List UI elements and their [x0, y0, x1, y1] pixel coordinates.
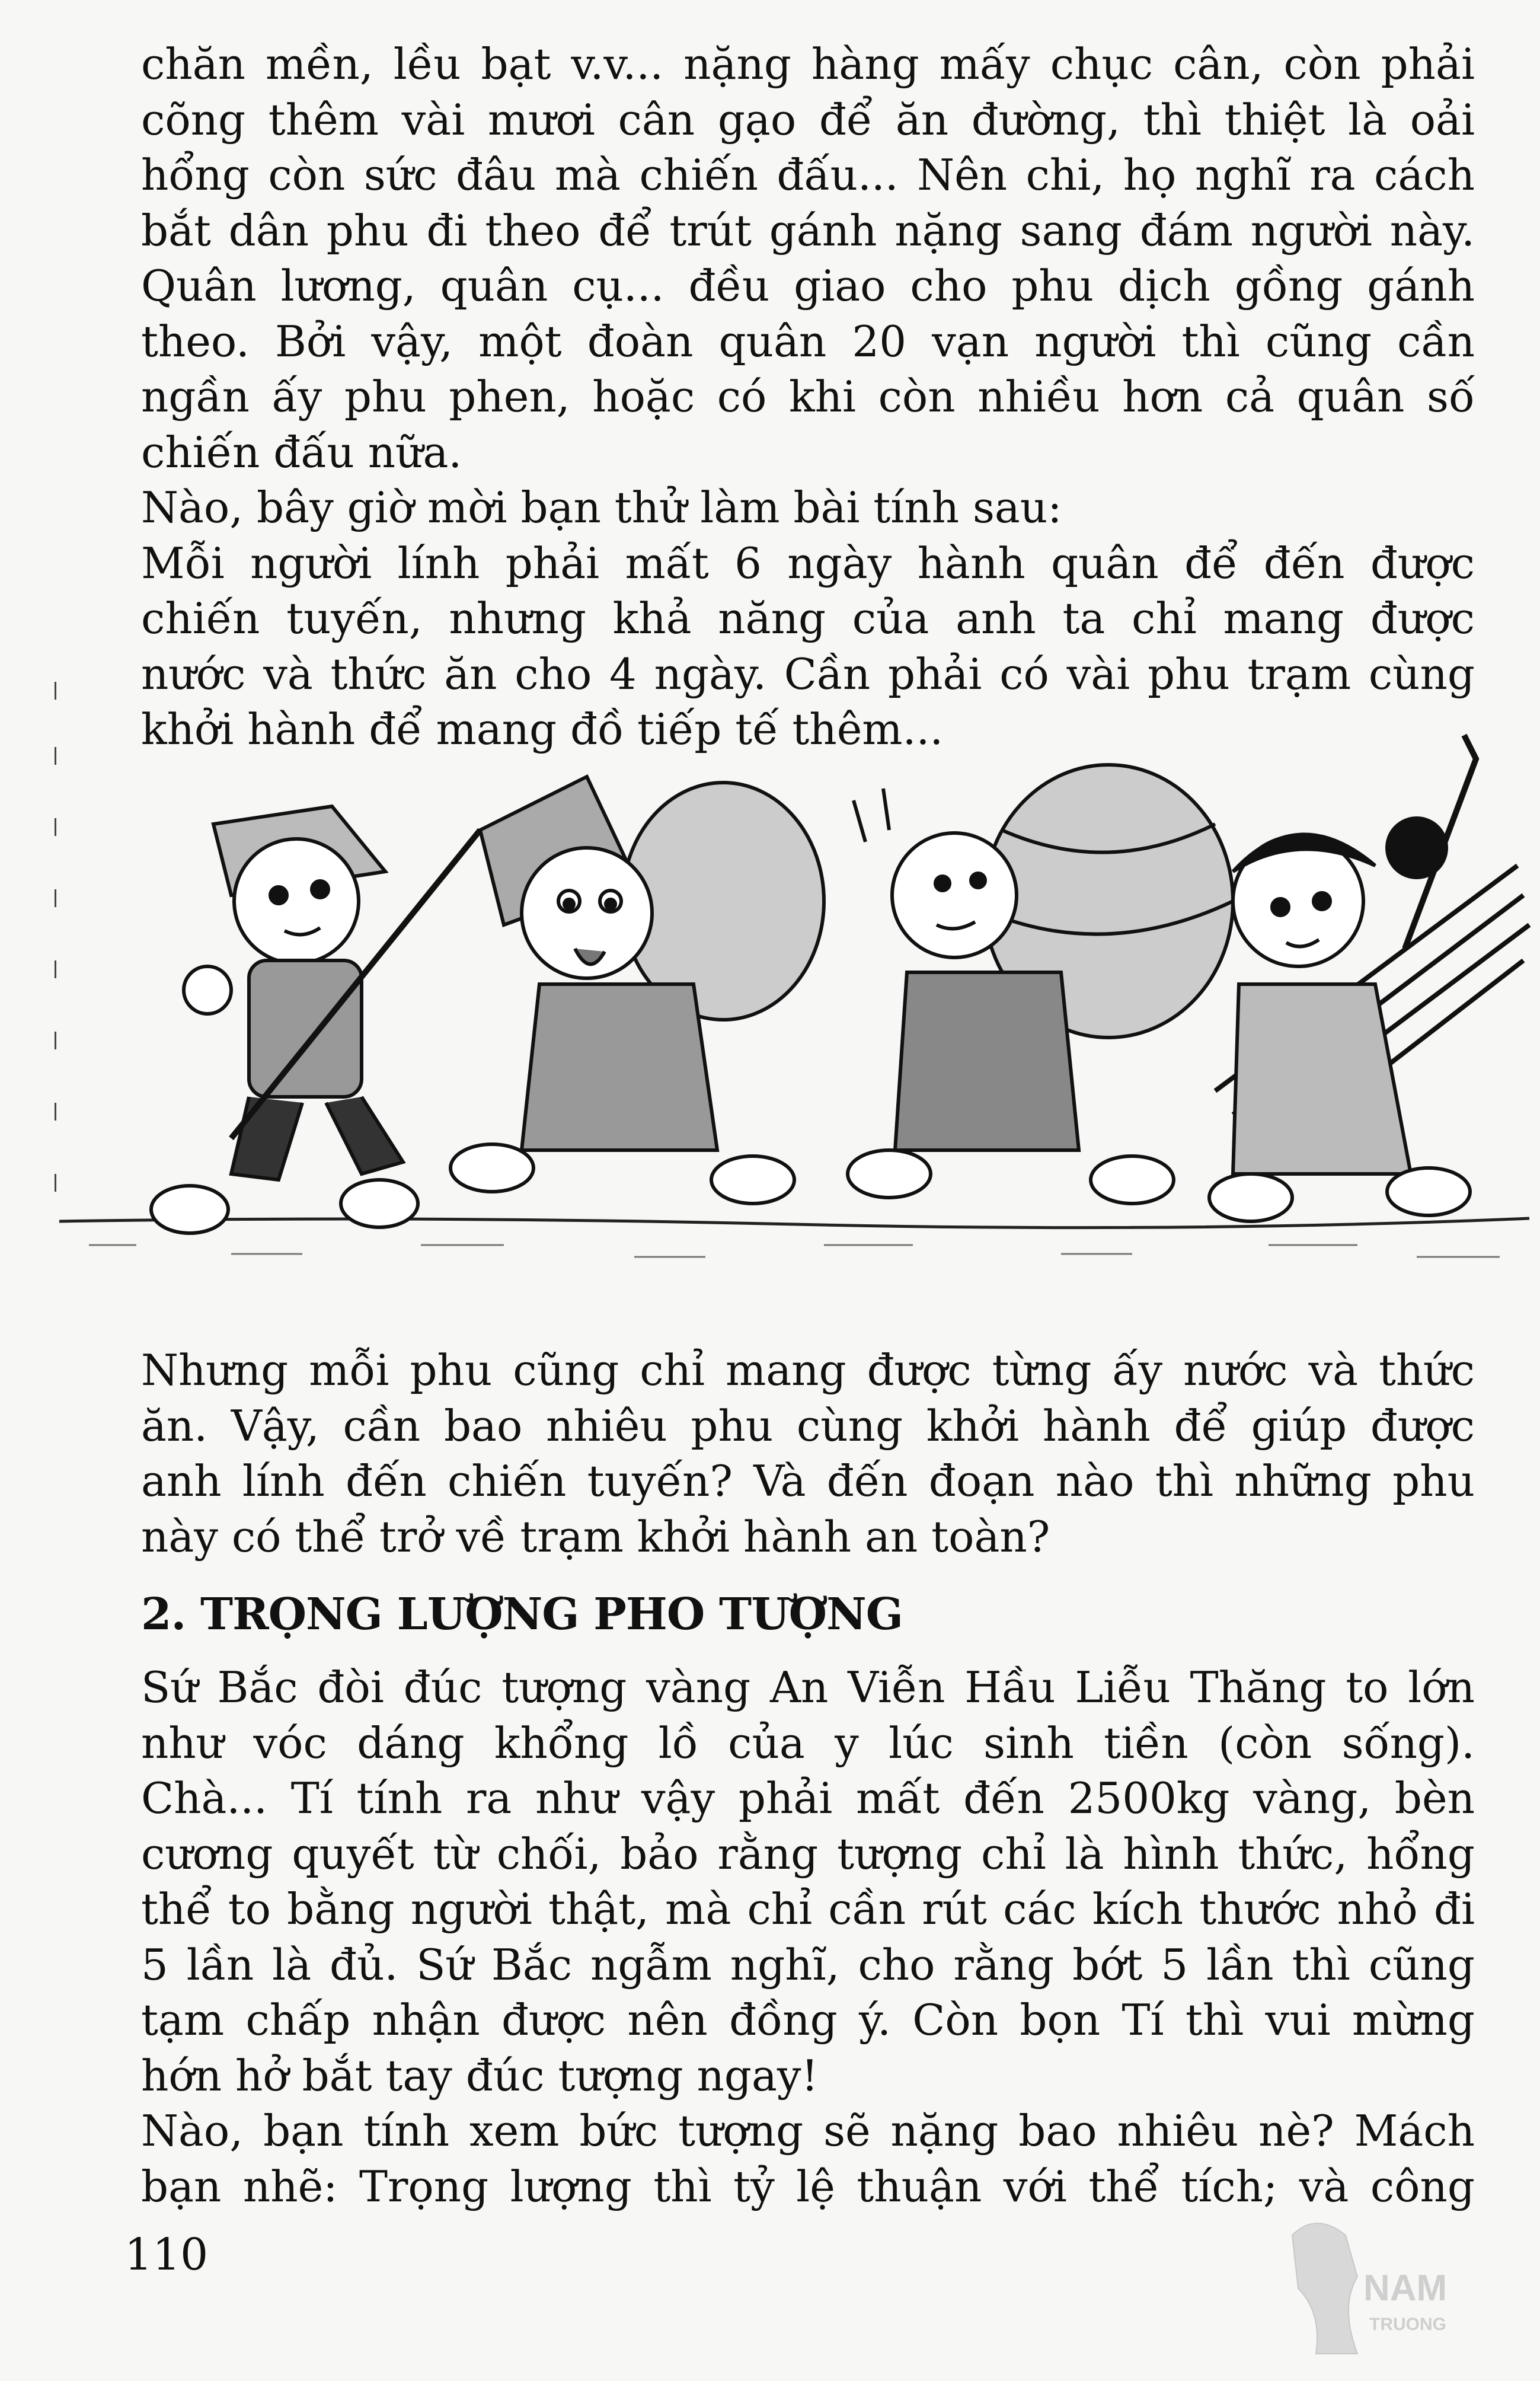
text-line: ăn. Vậy, cần bao nhiêu phu cùng khởi hành để giúp được	[141, 1400, 1475, 1451]
text-line: bắt dân phu đi theo để trút gánh nặng sang đám người này.	[141, 205, 1475, 256]
text-line: chăn mền, lều bạt v.v... nặng hàng mấy chục cân, còn phải	[141, 39, 1475, 89]
section-heading: 2. TRỌNG LƯỢNG PHO TƯỢNG	[141, 1589, 903, 1640]
text-line: chiến tuyến, nhưng khả năng của anh ta chỉ mang được	[141, 593, 1475, 643]
text-line: thể to bằng người thật, mà chỉ cần rút các kích thước nhỏ đi	[141, 1884, 1475, 1934]
text-line: cõng thêm vài mươi cân gạo để ăn đường, thì thiệt là oải	[141, 94, 1475, 145]
text-line: 5 lần là đủ. Sứ Bắc ngẫm nghĩ, cho rằng bớt 5 lần thì cũng	[141, 1939, 1475, 1990]
text-line: Nào, bây giờ mời bạn thử làm bài tính sau:	[141, 483, 1062, 532]
text-block-middle	[141, 1343, 1475, 1565]
text-line: Nào, bạn tính xem bức tượng sẽ nặng bao nhiêu nè? Mách	[141, 2106, 1475, 2156]
text-line: theo. Bởi vậy, một đoàn quân 20 vạn người thì cũng cần	[141, 316, 1475, 366]
porters-illustration	[53, 723, 1535, 1292]
text-line: Quân lương, quân cụ... đều giao cho phu dịch gồng gánh	[141, 261, 1475, 311]
text-block-top	[141, 37, 1475, 758]
text-line: hổng còn sức đâu mà chiến đấu... Nên chi, họ nghĩ ra cách	[141, 150, 1475, 200]
paragraph-4	[141, 1343, 1475, 1565]
paragraph-6	[141, 2104, 1475, 2214]
text-line: Sứ Bắc đòi đúc tượng vàng An Viễn Hầu Liễu Thăng to lớn	[141, 1662, 1475, 1712]
publisher-watermark-logo	[1280, 2211, 1476, 2366]
text-block-bottom	[141, 1660, 1475, 2214]
porter-figure-3	[1209, 735, 1529, 1221]
paragraph-5	[141, 1660, 1475, 2104]
page-number: 110	[124, 2229, 209, 2280]
text-line: ngần ấy phu phen, hoặc có khi còn nhiều hơn cả quân số	[141, 372, 1475, 422]
text-line: chiến đấu nữa.	[141, 427, 462, 477]
text-line: cương quyết từ chối, bảo rằng tượng chỉ là hình thức, hổng	[141, 1828, 1475, 1879]
text-line: tạm chấp nhận được nên đồng ý. Còn bọn Tí thì vui mừng	[141, 1995, 1475, 2045]
text-line: như vóc dáng khổng lồ của y lúc sinh tiền (còn sống).	[141, 1718, 1475, 1768]
watermark-word-1: NAM	[1363, 2268, 1448, 2309]
paragraph-1	[141, 37, 1475, 480]
text-line: Chà... Tí tính ra như vậy phải mất đến 2500kg vàng, bèn	[141, 1773, 1475, 1823]
text-line: nước và thức ăn cho 4 ngày. Cần phải có vài phu trạm cùng	[141, 649, 1475, 699]
text-line: khởi hành để mang đồ tiếp tế thêm...	[141, 704, 944, 754]
text-line: anh lính đến chiến tuyến? Và đến đoạn nào thì những phu	[141, 1456, 1475, 1506]
text-line: Mỗi người lính phải mất 6 ngày hành quân để đến được	[141, 538, 1475, 588]
paragraph-2	[141, 480, 1475, 536]
text-line: Nhưng mỗi phu cũng chỉ mang được từng ấy nước và thức	[141, 1345, 1475, 1395]
watermark-word-2: TRUONG	[1369, 2315, 1446, 2334]
text-line: này có thể trở về trạm khởi hành an toàn?	[141, 1511, 1050, 1562]
text-line: bạn nhẽ: Trọng lượng thì tỷ lệ thuận với thể tích; và công	[141, 2161, 1475, 2211]
text-line: hớn hở bắt tay đúc tượng ngay!	[141, 2050, 819, 2101]
porter-figure-2	[848, 765, 1233, 1204]
